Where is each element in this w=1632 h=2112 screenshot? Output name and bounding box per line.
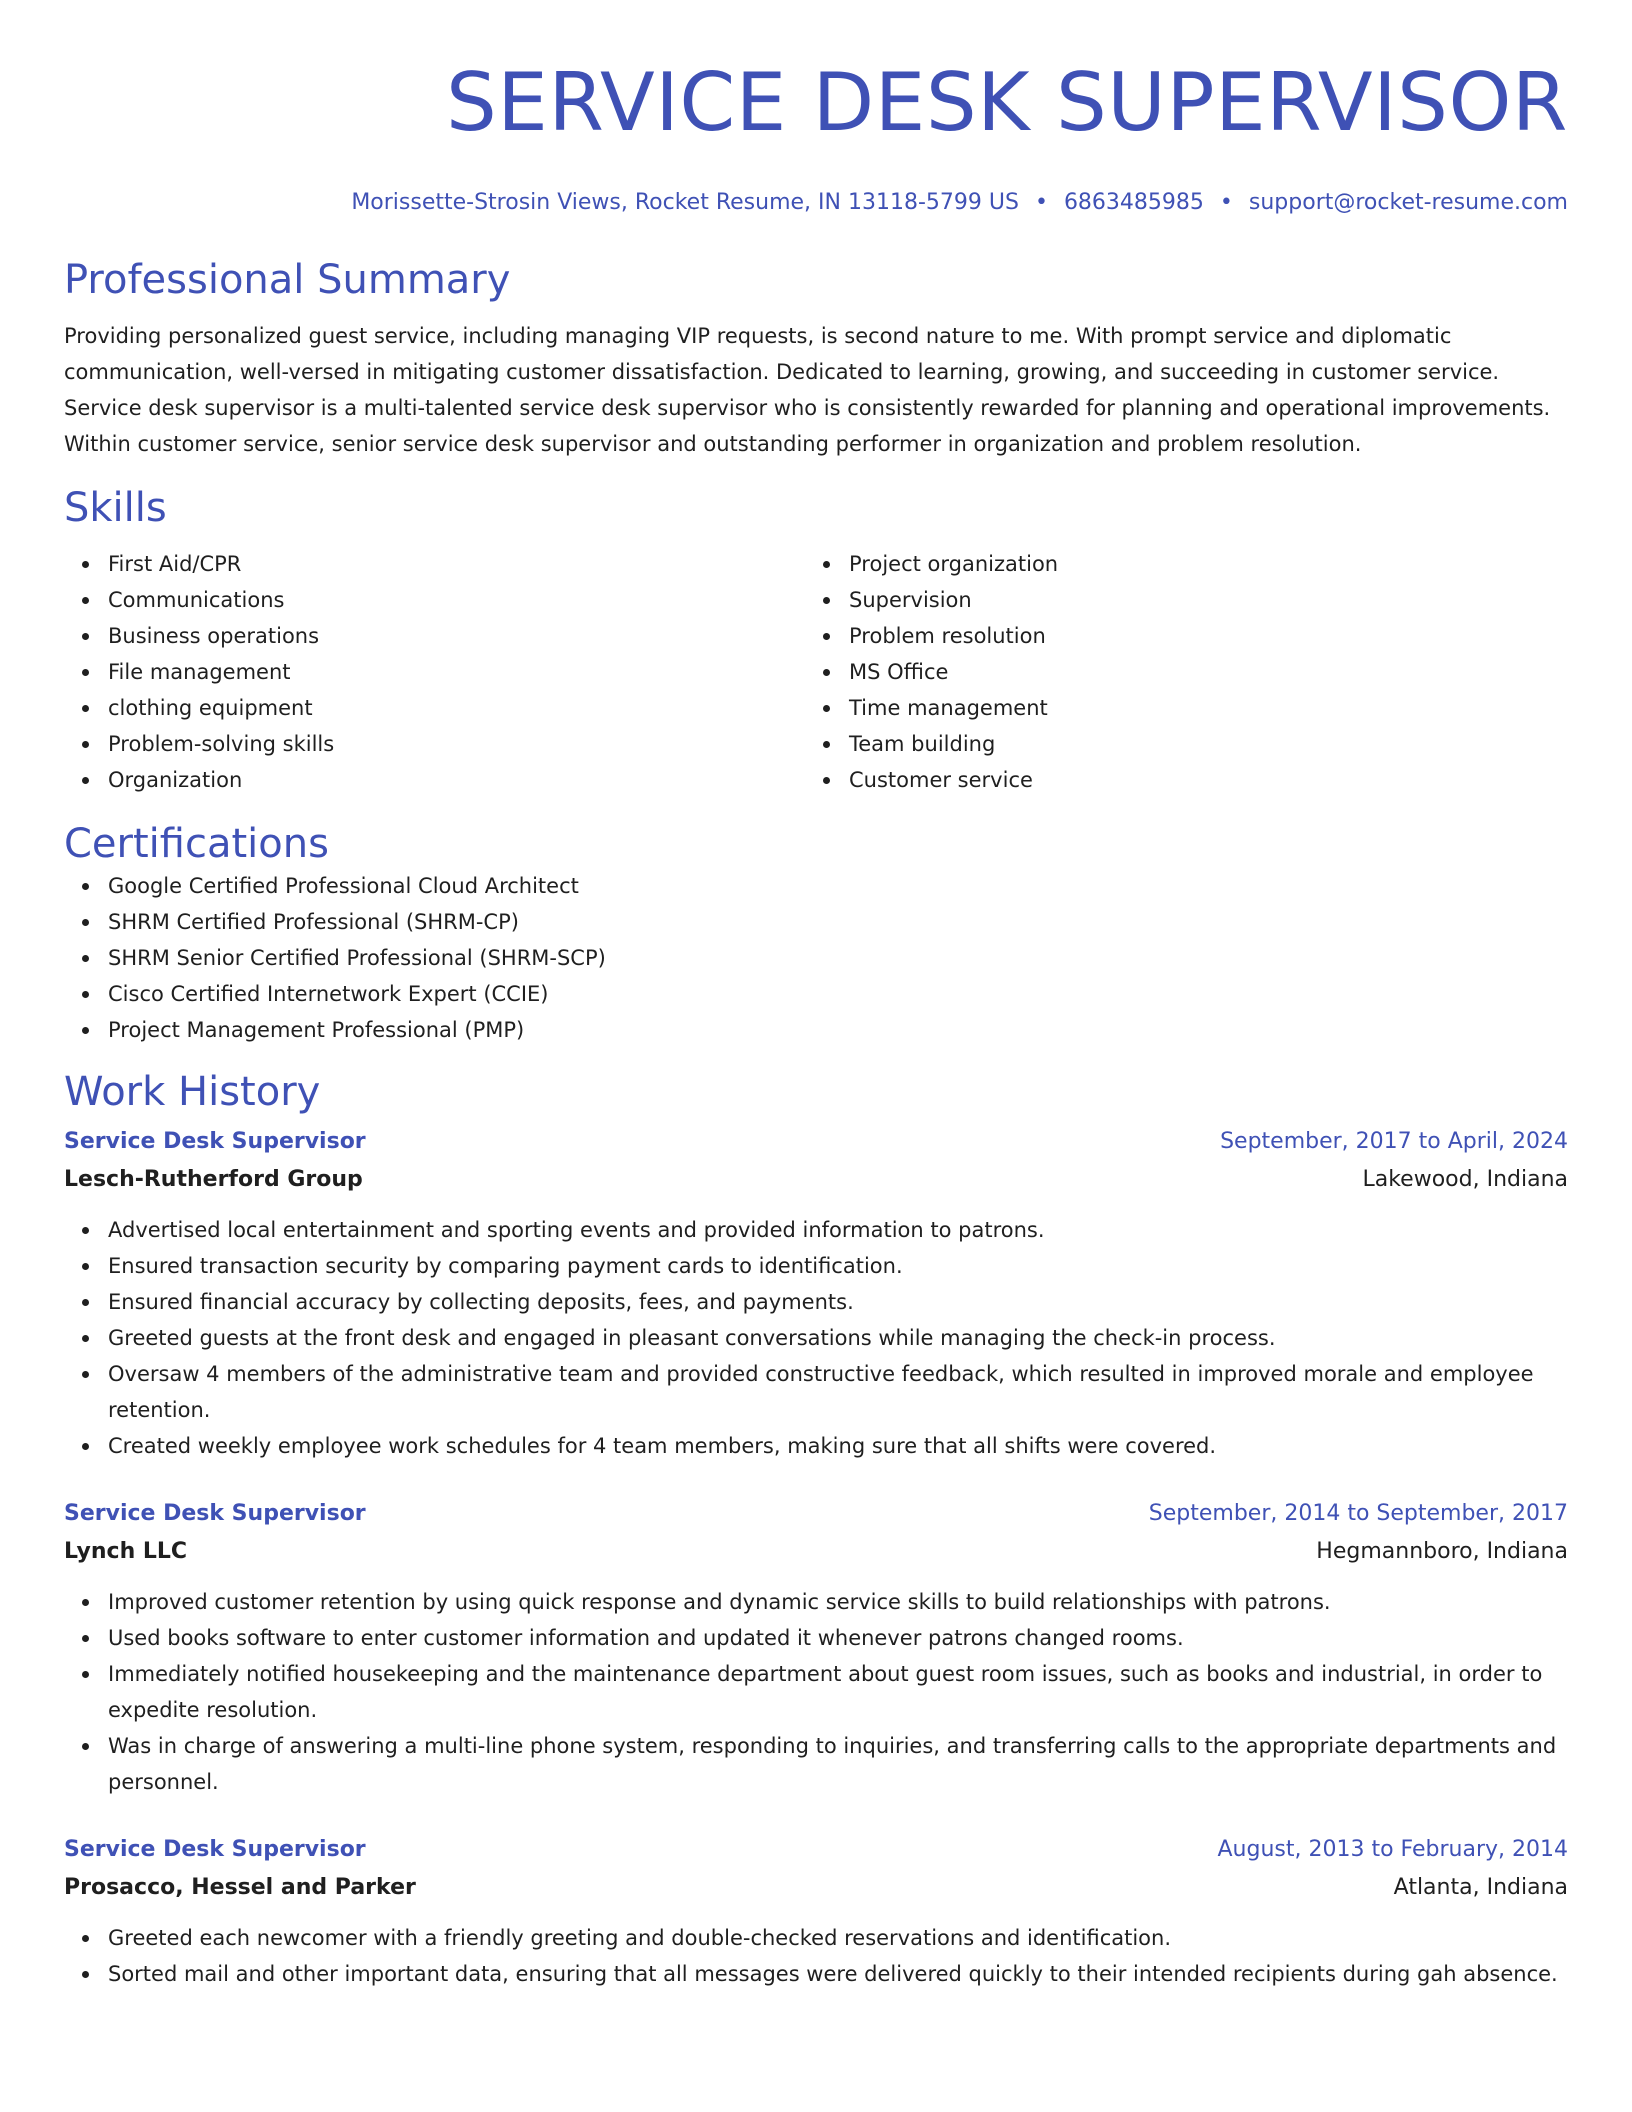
certification-item: SHRM Certified Professional (SHRM-CP) (64, 904, 1568, 940)
skill-item: Communications (64, 582, 805, 618)
skill-item: Project organization (805, 546, 1568, 582)
skill-item: Problem-solving skills (64, 726, 805, 762)
contact-separator: • (1219, 190, 1233, 215)
job-subheader (64, 1532, 1568, 1572)
certifications-heading: Certifications (64, 821, 329, 867)
skill-item: Team building (805, 726, 1568, 762)
job-bullets (64, 1212, 1568, 1464)
job-dates: September, 2017 to April, 2024 (1220, 1129, 1568, 1154)
job-dates: August, 2013 to February, 2014 (1217, 1837, 1568, 1862)
skills-grid (64, 546, 1568, 798)
summary-heading: Professional Summary (64, 257, 511, 303)
job-entry (64, 1496, 1568, 1800)
job-dates: September, 2014 to September, 2017 (1148, 1501, 1568, 1526)
contact-email[interactable]: support@rocket-resume.com (1248, 190, 1568, 215)
job-entry (64, 1832, 1568, 1992)
skill-item: First Aid/CPR (64, 546, 805, 582)
page-title: SERVICE DESK SUPERVISOR (445, 56, 1568, 149)
certification-item: Google Certified Professional Cloud Architect (64, 868, 1568, 904)
skill-item: Business operations (64, 618, 805, 654)
job-header (64, 1124, 1568, 1160)
work-history-heading: Work History (64, 1069, 321, 1115)
job-subheader (64, 1160, 1568, 1200)
skill-item: MS Office (805, 654, 1568, 690)
skill-item: Customer service (805, 762, 1568, 798)
job-title: Service Desk Supervisor (64, 1501, 366, 1526)
job-bullet: Created weekly employee work schedules for 4 team members, making sure that all shifts were covered. (64, 1428, 1568, 1464)
skills-heading: Skills (64, 485, 167, 531)
job-bullet: Improved customer retention by using quick response and dynamic service skills to build relationships with patrons. (64, 1584, 1568, 1620)
skills-list-right (805, 546, 1568, 798)
job-bullet: Ensured transaction security by comparing payment cards to identification. (64, 1248, 1568, 1284)
job-bullets (64, 1920, 1568, 1992)
job-header (64, 1832, 1568, 1868)
contact-address: Morissette-Strosin Views, Rocket Resume, IN 13118-5799 US (351, 190, 1019, 215)
skill-item: Problem resolution (805, 618, 1568, 654)
job-entry (64, 1124, 1568, 1464)
job-bullet: Oversaw 4 members of the administrative team and provided constructive feedback, which resulted in improved morale and employee retention. (64, 1356, 1568, 1428)
certification-item: Project Management Professional (PMP) (64, 1012, 1568, 1048)
job-bullet: Was in charge of answering a multi-line phone system, responding to inquiries, and transferring calls to the appropriate departments and personnel. (64, 1728, 1568, 1800)
job-location: Atlanta, Indiana (1393, 1875, 1568, 1900)
job-bullet: Greeted guests at the front desk and engaged in pleasant conversations while managing the check-in process. (64, 1320, 1568, 1356)
contact-separator: • (1034, 190, 1048, 215)
job-header (64, 1496, 1568, 1532)
skill-item: File management (64, 654, 805, 690)
job-location: Lakewood, Indiana (1362, 1167, 1568, 1192)
job-bullets (64, 1584, 1568, 1800)
job-title: Service Desk Supervisor (64, 1129, 366, 1154)
skill-item: Supervision (805, 582, 1568, 618)
job-bullet: Ensured financial accuracy by collecting deposits, fees, and payments. (64, 1284, 1568, 1320)
job-location: Hegmannboro, Indiana (1316, 1539, 1568, 1564)
job-bullet: Used books software to enter customer information and updated it whenever patrons changed rooms. (64, 1620, 1568, 1656)
job-bullet: Sorted mail and other important data, ensuring that all messages were delivered quickly to their intended recipients during gah absence. (64, 1956, 1568, 1992)
job-company: Lynch LLC (64, 1539, 188, 1564)
job-title: Service Desk Supervisor (64, 1837, 366, 1862)
summary-text: Providing personalized guest service, including managing VIP requests, is second nature to me. With prompt service and diplomatic communication, well-versed in mitigating customer dissatisfaction. Dedicated to learning, growing, and succeeding in customer service. Service desk supervisor is a multi-talented service desk supervisor who is consistently rewarded for planning and operational improvements. Within customer service, senior service desk supervisor and outstanding performer in organization and problem resolution. (64, 324, 1551, 456)
skill-item: Time management (805, 690, 1568, 726)
skill-item: clothing equipment (64, 690, 805, 726)
job-subheader (64, 1868, 1568, 1908)
certification-item: SHRM Senior Certified Professional (SHRM-SCP) (64, 940, 1568, 976)
skills-list-left (64, 546, 805, 798)
certifications-list (64, 868, 1568, 1048)
job-company: Prosacco, Hessel and Parker (64, 1875, 416, 1900)
contact-phone: 6863485985 (1063, 190, 1204, 215)
skill-item: Organization (64, 762, 805, 798)
job-bullet: Immediately notified housekeeping and the maintenance department about guest room issues, such as books and industrial, in order to expedite resolution. (64, 1656, 1568, 1728)
job-bullet: Greeted each newcomer with a friendly greeting and double-checked reservations and identification. (64, 1920, 1568, 1956)
job-company: Lesch-Rutherford Group (64, 1167, 363, 1192)
contact-line (64, 188, 1568, 218)
job-bullet: Advertised local entertainment and sporting events and provided information to patrons. (64, 1212, 1568, 1248)
certification-item: Cisco Certified Internetwork Expert (CCIE) (64, 976, 1568, 1012)
